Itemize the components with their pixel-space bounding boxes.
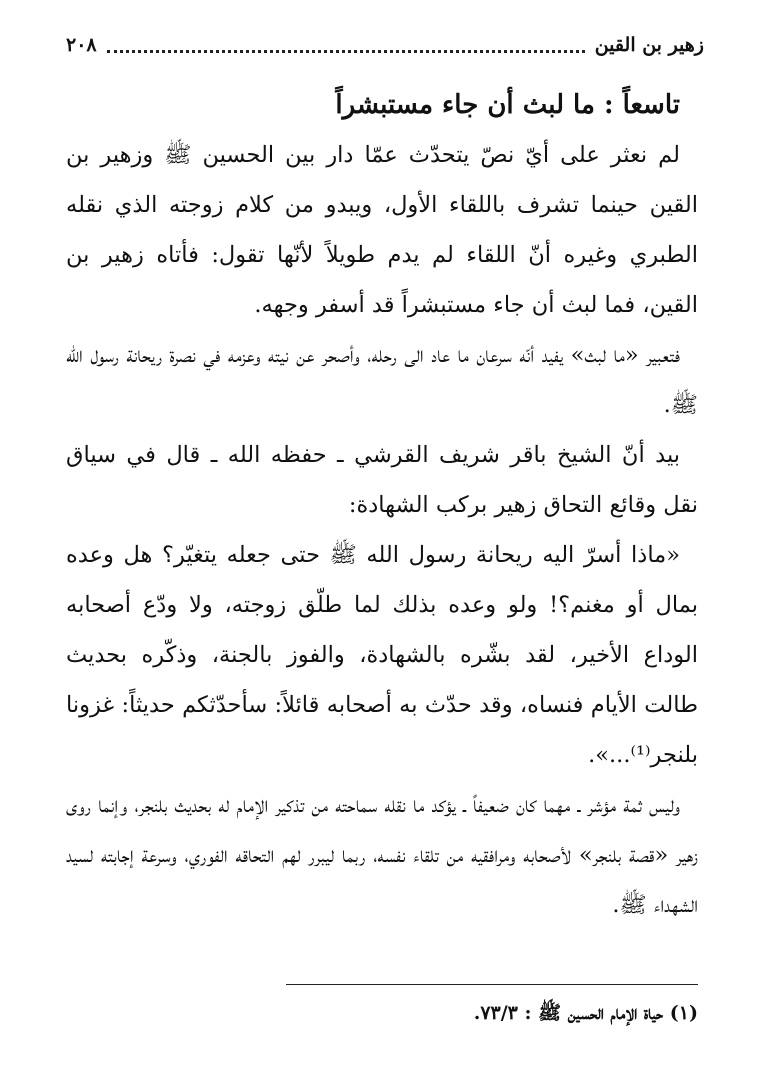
paragraph-3: بيد أنّ الشيخ باقر شريف القرشي ـ حفظه الله ـ قال في سياق نقل وقائع التحاق زهير بركب الشهادة: — [66, 442, 698, 518]
header-dot-leader — [107, 38, 585, 53]
paragraph-2: فتعبير «ما لبث» يفيد أنّه سرعان ما عاد الى رحله، وأصحر عن نيته وعزمه في نصرة ريحانة رسول الله ﷺ. — [66, 342, 698, 418]
page-number: ٢٠٨ — [66, 34, 97, 56]
footnote-separator — [286, 984, 698, 985]
section-heading: تاسعاً : ما لبث أن جاء مستبشراً — [335, 90, 680, 120]
footnote: (١) حياة الإمام الحسين ﷺ : ٧٣/٣. — [473, 1002, 698, 1024]
running-header — [66, 30, 704, 60]
page-body — [66, 80, 698, 930]
running-title: زهير بن القين — [594, 34, 704, 56]
paragraph-1: لم نعثر على أيّ نصّ يتحدّث عمّا دار بين الحسين ﷺ وزهير بن القين حينما تشرف باللقاء الأول، ويبدو من كلام زوجته الذي نقله الطبري وغيره أنّ اللقاء لم يدم طويلاً لأنّها تقول: فأتاه زهير بن القين، فما لبث أن جاء مستبشراً قد أسفر وجهه. — [66, 142, 698, 318]
paragraph-5: وليس ثمة مؤشر ـ مهما كان ضعيفاً ـ يؤكد ما نقله سماحته من تذكير الإمام له بحديث بلنجر، وإنما روى زهير «قصة بلنجر» لأصحابه ومرافقيه من تلقاء نفسه، ربما ليبرر لهم التحاقه الفوري، وسرعة إجابته لسيد الشهداء ﷺ. — [66, 792, 698, 918]
quote-paragraph: «ماذا أسرّ اليه ريحانة رسول الله ﷺ حتى جعله يتغيّر؟ هل وعده بمال أو مغنم؟! ولو وعده بذلك لما طلّق زوجته، ولا ودّع أصحابه الوداع الأخير، لقد بشّره بالشهادة، والفوز بالجنة، وذكّره بحديث طالت الأيام فنساه، وقد حدّث به أصحابه قائلاً: سأحدّثكم حديثاً: غزونا بلنجر⁽¹⁾...». — [66, 542, 698, 768]
